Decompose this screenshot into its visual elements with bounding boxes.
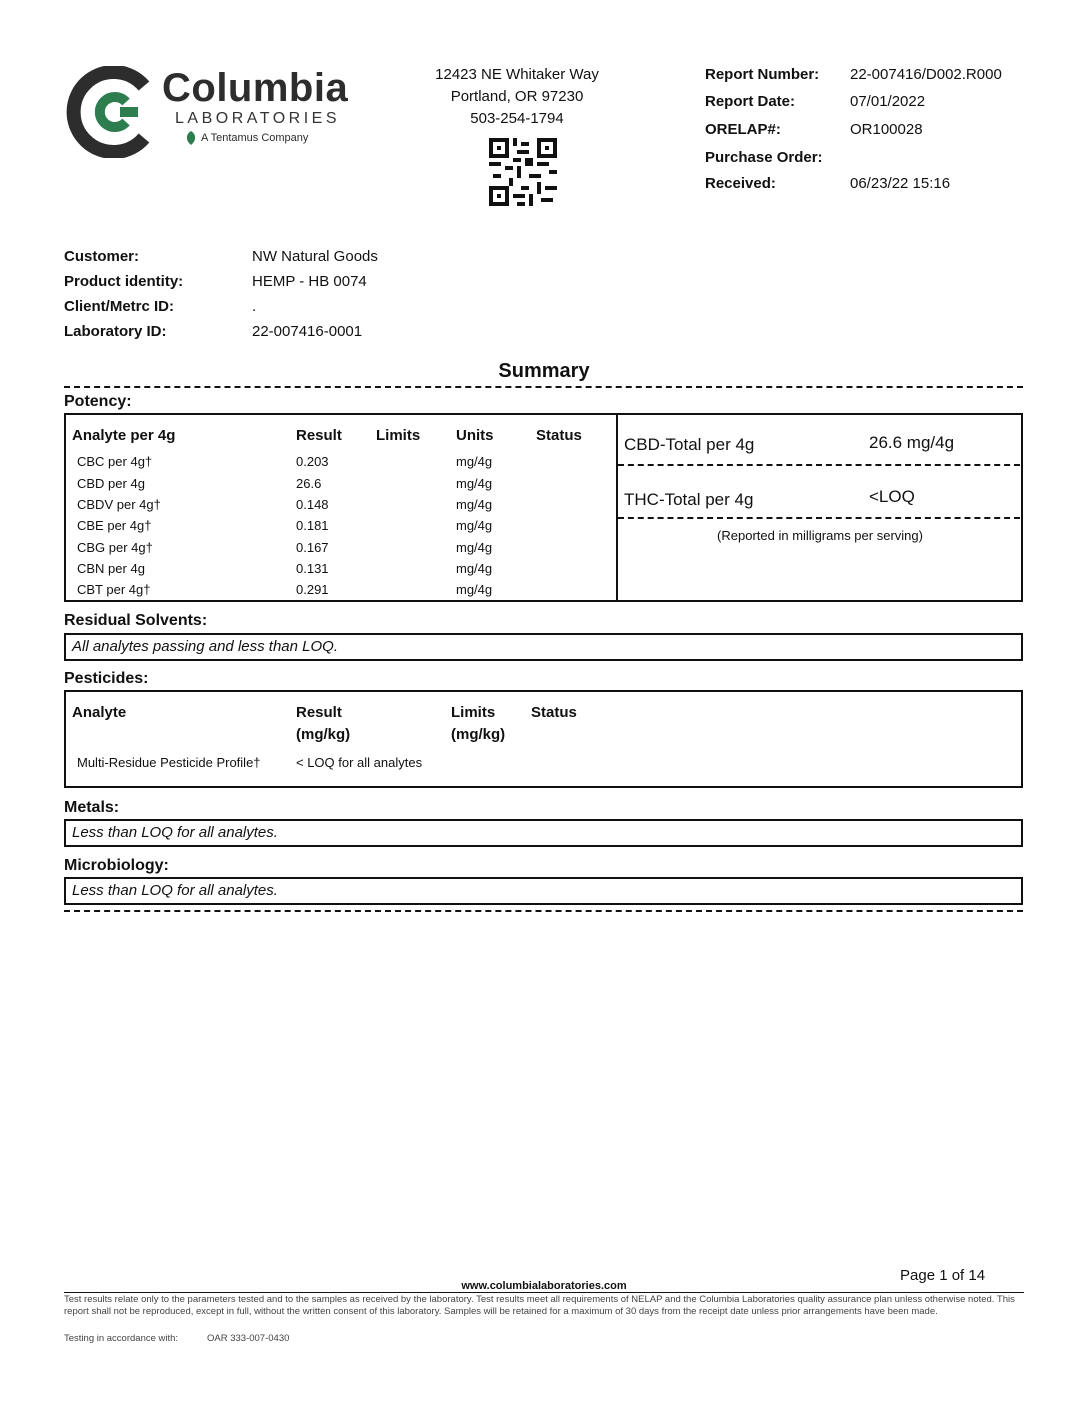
testing-standard-label: Testing in accordance with: (64, 1333, 179, 1344)
product-identity: HEMP - HB 0074 (252, 273, 367, 290)
customer-label: Customer: (64, 248, 140, 265)
potency-header-units: Units (456, 427, 494, 444)
potency-row-result: 0.131 (296, 561, 329, 576)
pesticides-header-status: Status (531, 704, 577, 721)
potency-row-result: 0.148 (296, 497, 329, 512)
potency-header-status: Status (536, 427, 582, 444)
client-id-label: Client/Metrc ID: (64, 298, 175, 315)
client-id: . (252, 298, 257, 315)
potency-row-units: mg/4g (456, 540, 493, 555)
microbiology-section-title: Microbiology: (64, 857, 169, 874)
footer-rule (64, 1292, 1024, 1293)
metals-section-title: Metals: (64, 799, 120, 816)
potency-row-result: 0.167 (296, 540, 329, 555)
potency-row-units: mg/4g (456, 518, 493, 533)
microbiology-result: Less than LOQ for all analytes. (72, 882, 278, 899)
potency-row-result: 26.6 (296, 476, 322, 491)
potency-row-units: mg/4g (456, 497, 493, 512)
cbd-total-value: 26.6 mg/4g (869, 433, 955, 452)
logo-tagline: A Tentamus Company (201, 132, 309, 144)
potency-row-analyte: CBT per 4g† (77, 582, 151, 597)
pesticides-row-result: < LOQ for all analytes (296, 755, 423, 770)
pesticides-row-analyte: Multi-Residue Pesticide Profile† (77, 755, 261, 770)
totals-divider (618, 517, 1020, 519)
purchase-order-label: Purchase Order: (705, 149, 823, 166)
report-date: 07/01/2022 (850, 93, 926, 110)
tentamus-leaf-icon (183, 130, 199, 146)
customer-name: NW Natural Goods (252, 248, 378, 265)
received-label: Received: (705, 175, 776, 192)
lab-street: 12423 NE Whitaker Way (435, 66, 599, 83)
logo-brand-text: Columbia (162, 66, 349, 110)
report-date-label: Report Date: (705, 93, 796, 110)
potency-row-result: 0.181 (296, 518, 329, 533)
company-logo (62, 60, 352, 160)
potency-row-units: mg/4g (456, 582, 493, 597)
potency-header-result: Result (296, 427, 342, 444)
summary-title: Summary (498, 360, 590, 382)
lab-phone: 503-254-1794 (470, 110, 564, 127)
solvents-section-title: Residual Solvents: (64, 612, 208, 629)
laboratory-id: 22-007416-0001 (252, 323, 363, 340)
potency-header-analyte: Analyte per 4g (72, 427, 176, 444)
totals-divider (618, 464, 1020, 466)
pesticides-header-limits-unit: (mg/kg) (451, 726, 506, 743)
page-number: Page 1 of 14 (900, 1267, 986, 1284)
report-number-label: Report Number: (705, 66, 820, 83)
solvents-result: All analytes passing and less than LOQ. (72, 638, 338, 655)
lab-city: Portland, OR 97230 (450, 88, 584, 105)
report-number: 22-007416/D002.R000 (850, 66, 1002, 83)
testing-standard-value: OAR 333-007-0430 (207, 1333, 290, 1344)
logo-subtitle: LABORATORIES (175, 110, 340, 127)
pesticides-header-limits: Limits (451, 704, 496, 721)
potency-row-result: 0.203 (296, 454, 329, 469)
potency-row-analyte: CBE per 4g† (77, 518, 152, 533)
potency-row-units: mg/4g (456, 454, 493, 469)
potency-row-units: mg/4g (456, 561, 493, 576)
pesticides-header-result: Result (296, 704, 342, 721)
potency-row-analyte: CBC per 4g† (77, 454, 153, 469)
pesticides-header-result-unit: (mg/kg) (296, 726, 351, 743)
potency-header-limits: Limits (376, 427, 421, 444)
metals-result: Less than LOQ for all analytes. (72, 824, 278, 841)
pesticides-section-title: Pesticides: (64, 670, 149, 687)
product-identity-label: Product identity: (64, 273, 184, 290)
orelap-label: ORELAP#: (705, 121, 781, 138)
dashed-divider (64, 386, 1023, 388)
dashed-divider (64, 910, 1023, 912)
qr-code-icon[interactable] (489, 138, 557, 206)
potency-units-note: (Reported in milligrams per serving) (717, 528, 923, 543)
pesticides-header-analyte: Analyte (72, 704, 127, 721)
laboratory-id-label: Laboratory ID: (64, 323, 167, 340)
orelap-number: OR100028 (850, 121, 923, 138)
potency-row-result: 0.291 (296, 582, 329, 597)
thc-total-label: THC-Total per 4g (624, 490, 754, 509)
potency-row-analyte: CBDV per 4g† (77, 497, 161, 512)
potency-divider (616, 413, 618, 602)
received-date: 06/23/22 15:16 (850, 175, 951, 192)
potency-row-analyte: CBN per 4g (77, 561, 145, 576)
potency-section-title: Potency: (64, 393, 132, 410)
footer-disclaimer: Test results relate only to the parameters tested and to the samples as received by the laboratory. Test results meet all requirements of NELAP and the Columbia Laboratories quality assurance plan unless otherwise noted. This report shall not be reproduced, except in full, without the written consent of this laboratory. Samples will be retained for a maximum of 30 days from the receipt date unless prior arrangements have been made. (64, 1294, 1015, 1317)
potency-row-analyte: CBD per 4g (77, 476, 145, 491)
thc-total-value: <LOQ (869, 487, 915, 506)
columbia-c-logo-icon (66, 66, 158, 158)
cbd-total-label: CBD-Total per 4g (624, 435, 755, 454)
website-link[interactable]: www.columbialaboratories.com (461, 1280, 627, 1292)
potency-row-units: mg/4g (456, 476, 493, 491)
potency-row-analyte: CBG per 4g† (77, 540, 153, 555)
